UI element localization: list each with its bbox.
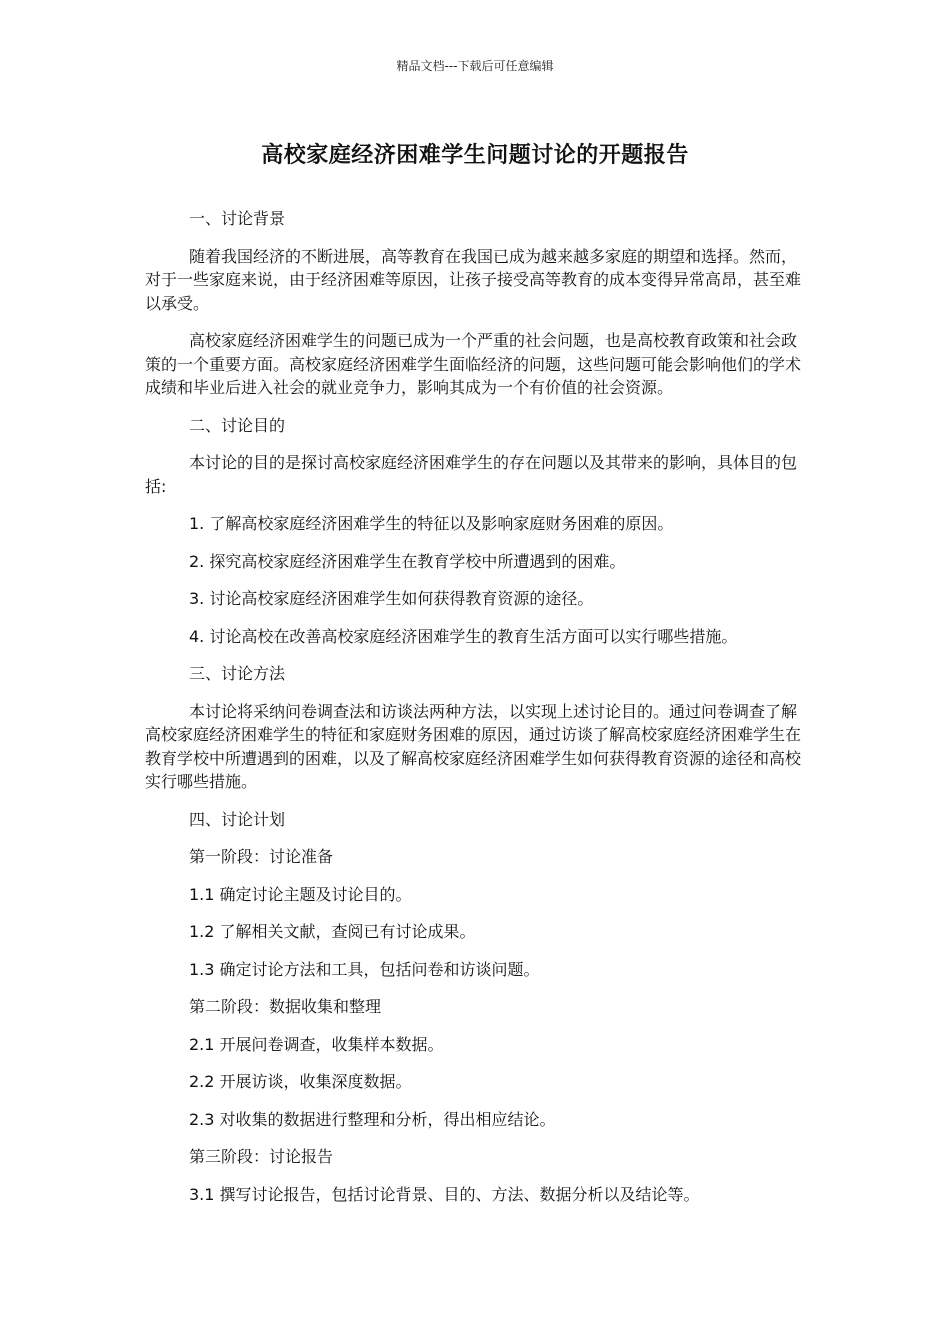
section-heading-method: 三、讨论方法: [189, 664, 286, 683]
list-item: 2. 探究高校家庭经济困难学生在教育学校中所遭遇到的困难。: [189, 551, 626, 571]
paragraph: 高校家庭经济困难学生的问题已成为一个严重的社会问题，也是高校教育政策和社会政策的一个重要方面。高校家庭经济困难学生面临经济的问题，这些问题可能会影响他们的学术成绩和毕业后进入社会的就业竞争力，影响其成为一个有价值的社会资源。: [145, 331, 802, 397]
phase-heading: 第三阶段：讨论报告: [189, 1147, 334, 1166]
page-header: 精品文档---下载后可任意编辑: [396, 59, 554, 73]
paragraph: 随着我国经济的不断进展，高等教育在我国已成为越来越多家庭的期望和选择。然而，对于一些家庭来说，由于经济困难等原因，让孩子接受高等教育的成本变得异常高昂，甚至难以承受。: [145, 246, 802, 313]
list-item: 2.3 对收集的数据进行整理和分析，得出相应结论。: [189, 1109, 556, 1129]
list-item: 1. 了解高校家庭经济困难学生的特征以及影响家庭财务困难的原因。: [189, 514, 674, 533]
document-body: [145, 207, 807, 1220]
list-item: 1.3 确定讨论方法和工具，包括问卷和访谈问题。: [189, 959, 540, 979]
section-heading-background: 一、讨论背景: [189, 209, 286, 228]
list-item: 3. 讨论高校家庭经济困难学生如何获得教育资源的途径。: [189, 589, 594, 608]
section-heading-purpose: 二、讨论目的: [189, 415, 286, 435]
list-item: 4. 讨论高校在改善高校家庭经济困难学生的教育生活方面可以实行哪些措施。: [189, 626, 738, 646]
phase-heading: 第一阶段：讨论准备: [189, 847, 334, 866]
list-item: 3.1 撰写讨论报告，包括讨论背景、目的、方法、数据分析以及结论等。: [189, 1184, 700, 1204]
phase-heading: 第二阶段：数据收集和整理: [189, 997, 382, 1016]
list-item: 2.2 开展访谈，收集深度数据。: [189, 1072, 412, 1091]
paragraph: 本讨论将采纳问卷调查法和访谈法两种方法，以实现上述讨论目的。通过问卷调查了解高校家庭经济困难学生的特征和家庭财务困难的原因，通过访谈了解高校家庭经济困难学生在教育学校中所遭遇到的困难，以及了解高校家庭经济困难学生如何获得教育资源的途径和高校实行哪些措施。: [145, 701, 802, 791]
document-title: 高校家庭经济困难学生问题讨论的开题报告: [261, 143, 689, 168]
list-item: 1.1 确定讨论主题及讨论目的。: [189, 884, 412, 904]
list-item: 1.2 了解相关文献，查阅已有讨论成果。: [189, 922, 476, 941]
paragraph: 本讨论的目的是探讨高校家庭经济困难学生的存在问题以及其带来的影响，具体目的包括:: [145, 453, 798, 496]
section-heading-plan: 四、讨论计划: [189, 809, 286, 829]
list-item: 2.1 开展问卷调查，收集样本数据。: [189, 1034, 444, 1054]
